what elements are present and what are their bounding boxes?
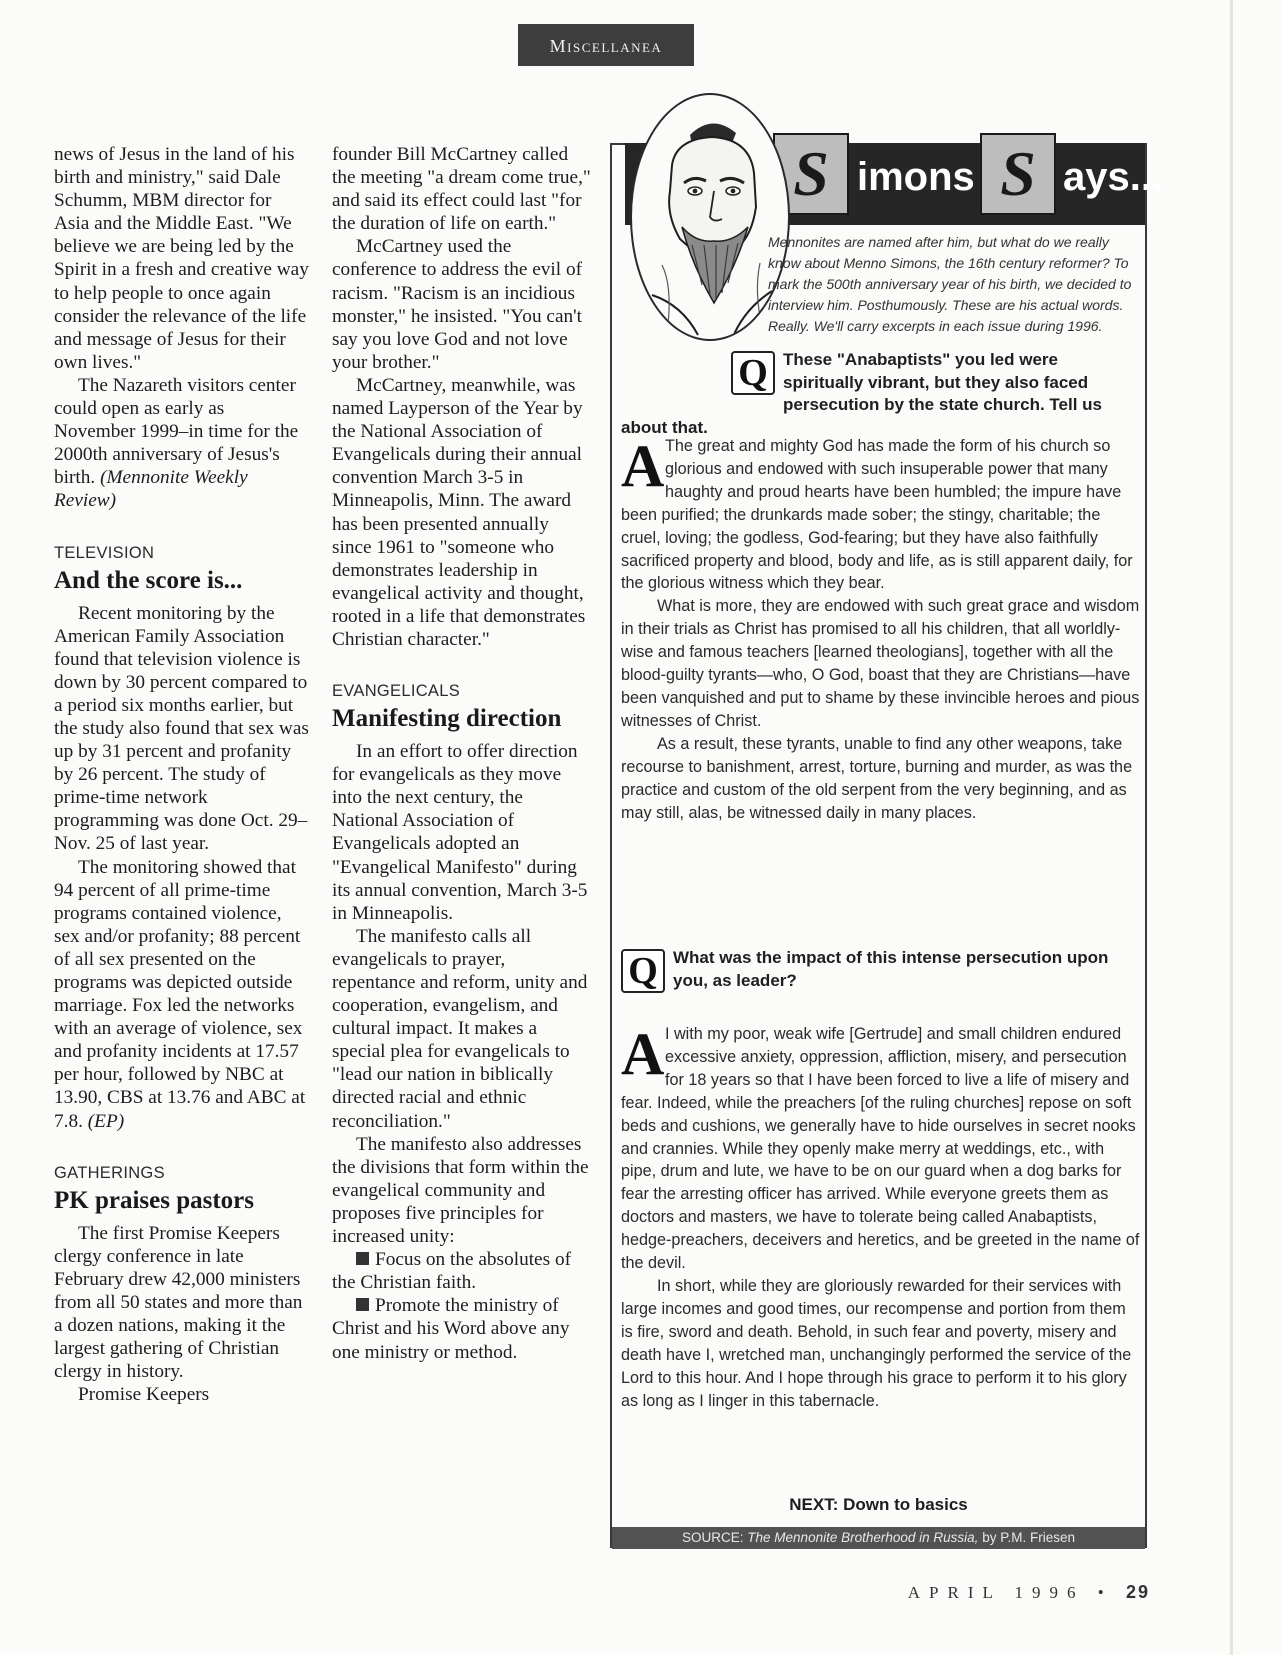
square-bullet-icon — [356, 1252, 369, 1265]
column-1 — [54, 143, 310, 1406]
answer-2 — [621, 1023, 1141, 1412]
article-paragraph: The first Promise Keepers clergy conference in late February drew 42,000 ministers from all 50 states and more than a dozen nations, making it the largest gathering of Christian clergy in history. — [54, 1222, 303, 1383]
article-paragraph: Recent monitoring by the American Family Association found that television violence is down by 30 percent compared to a period six months earlier, but the study also found that sex was up by 31 percent and profanity by 26 percent. The study of prime-time network programming was done Oct. 29–Nov. 25 of last year. — [54, 602, 309, 855]
bullet-item: Focus on the absolutes of the Christian faith. — [332, 1249, 572, 1294]
column-2 — [332, 143, 592, 1364]
page-number: 29 — [1125, 1582, 1150, 1602]
answer-2-paragraph: In short, while they are gloriously rewarded for their services with large incomes and good times, our recompense and portion from them is fire, sword and death. Behold, in such fear and poverty, misery and death have I, wretched man, unchangingly performed the service of the Lord to this hour. And I hope through his grace to perform it to his glory as long as I linger in this tabernacle. — [621, 1276, 1132, 1410]
answer-1-paragraph: The great and mighty God has made the form of his church so glorious and endowed with such insuperable power that many haughty and proud hearts have been humbled; the impure have been purified; the drunkards made sober; the stingy, charitable; the cruel, loving; the godless, God-fearing; but they have also faithfully sacrificed property and blood, body and life, as is still apparent daily, for the glorious witness which they bear. — [621, 437, 1133, 593]
question-1 — [621, 349, 1141, 439]
bullet-item: Promote the ministry of Christ and his Word above any one ministry or method. — [332, 1295, 570, 1363]
ornate-s-icon: S — [773, 133, 849, 215]
kicker-television: TELEVISION — [54, 543, 155, 562]
headline-pk: PK praises pastors — [54, 1186, 254, 1214]
next-teaser: NEXT: Down to basics — [789, 1495, 968, 1514]
article-paragraph: The manifesto also addresses the divisions that form within the evangelical community and proposes five principles for increased unity: — [332, 1133, 589, 1248]
question-1-text: These "Anabaptists" you led were spiritually vibrant, but they also faced persecution by the state church. Tell us about that. — [621, 350, 1102, 437]
banner-word-simons: imons — [857, 155, 975, 199]
source-credit: (EP) — [87, 1110, 125, 1132]
article-paragraph: The monitoring showed that 94 percent of all prime-time programs contained violence, sex and/or profanity; 88 percent of all sex presented on the programs was depicted outside marriage. Fox led the networks with an average of violence, sex and profanity incidents at 17.57 per hour, followed by NBC at 13.90, CBS at 13.76 and ABC at 7.8. (EP) — [54, 856, 306, 1132]
question-2-text: What was the impact of this intense persecution upon you, as leader? — [673, 948, 1109, 990]
page-edge — [1230, 0, 1233, 1655]
question-2 — [621, 947, 1141, 993]
article-paragraph: The manifesto calls all evangelicals to prayer, repentance and reform, unity and cooperation, evangelism, and cultural impact. It makes a special plea for evangelicals to "lead our nation in biblically directed racial and ethnic reconciliation." — [332, 925, 588, 1132]
answer-1-paragraph: What is more, they are endowed with such great grace and wisdom in their trials as Christ has promised to all his children, that all worldly-wise and famous teachers [learned theologians], together with all the blood-guilty tyrants—who, O God, boast that they are Christians—have been vanquished and put to shame by these invincible heroes and pious witnesses of Christ. — [621, 597, 1140, 730]
a-drop-cap-icon: A — [621, 1021, 665, 1087]
footer-bullet: • — [1097, 1583, 1113, 1602]
ornate-s-icon: S — [980, 133, 1056, 215]
banner-word-says: ays... — [1063, 155, 1164, 199]
source-credit: (Mennonite Weekly Review) — [54, 467, 248, 512]
section-header: Miscellanea — [518, 24, 694, 66]
kicker-gatherings: GATHERINGS — [54, 1163, 165, 1182]
q-drop-cap-icon: Q — [621, 949, 665, 993]
answer-2-paragraph: I with my poor, weak wife [Gertrude] and small children endured excessive anxiety, oppression, affliction, misery, and persecution for 18 years so that I have been forced to live a life of misery and fear. Indeed, while the preachers [of the ruling churches] repose on soft beds and cushions, we generally have to hide ourselves in secret nooks and crannies. While they openly make merry at weddings, etc., with pipe, drum and lute, we have to be on our guard when a dog barks for fear the arresting officer has arrived. While everyone greets them as doctors and masters, we have to tolerate being called Anabaptists, hedge-preachers, deceivers and heretics, and be greeted in the name of the devil. — [621, 1025, 1140, 1273]
answer-1 — [621, 435, 1141, 824]
article-continuation-paragraph: news of Jesus in the land of his birth and ministry," said Dale Schumm, MBM director for Asia and the Middle East. "We believe we are being led by the Spirit in a fresh and creative way to help people to once again consider the relevance of the life and message of Jesus for their own lives." — [54, 144, 309, 373]
article-paragraph: McCartney used the conference to address the evil of racism. "Racism is an incidious monster," he insisted. "You can't say you love God and not love your brother." — [332, 236, 583, 373]
a-drop-cap-icon: A — [621, 433, 665, 499]
simons-intro: Mennonites are named after him, but what do we really know about Menno Simons, the 16th century reformer? To mark the 500th anniversary year of his birth, we decided to interview him. Posthumously. These are his actual words. Really. We'll carry excerpts in each issue during 1996. — [768, 234, 1132, 334]
article-continuation-paragraph: founder Bill McCartney called the meeting "a dream come true," and said its effect could last "for the duration of life on earth." — [332, 144, 591, 235]
source-bar: SOURCE: The Mennonite Brotherhood in Russia, by P.M. Friesen — [612, 1527, 1145, 1549]
article-paragraph: In an effort to offer direction for evangelicals as they move into the next century, the National Association of Evangelicals adopted an "Evangelical Manifesto" during its annual convention, March 3-5 in Minneapolis. — [332, 741, 588, 924]
article-paragraph: Promise Keepers — [78, 1384, 210, 1406]
answer-1-paragraph: As a result, these tyrants, unable to find any other weapons, take recourse to banishment, arrest, torture, burning and murder, as was the practice and custom of the old serpent from the very beginning, and as may still, alas, be witnessed daily in many places. — [621, 734, 1133, 822]
page-footer — [860, 1582, 1150, 1603]
square-bullet-icon — [356, 1298, 369, 1311]
issue-date: APRIL 1996 — [907, 1583, 1085, 1602]
article-paragraph: McCartney, meanwhile, was named Layperson of the Year by the National Association of Evangelicals during their annual convention March 3-5 in Minneapolis, Minn. The award has been presented annually since 1961 to "someone who demonstrates leadership in evangelical activity and thought, rooted in a life that demonstrates Christian character." — [332, 374, 586, 650]
kicker-evangelicals: EVANGELICALS — [332, 682, 461, 701]
article-paragraph: The Nazareth visitors center could open as early as November 1999–in time for the 2000th anniversary of Jesus's birth. (Mennonite Weekly Review) — [54, 374, 299, 512]
menno-simons-portrait — [630, 93, 790, 341]
headline-manifesting: Manifesting direction — [332, 705, 562, 733]
q-drop-cap-icon: Q — [731, 351, 775, 395]
headline-score: And the score is... — [54, 566, 243, 594]
